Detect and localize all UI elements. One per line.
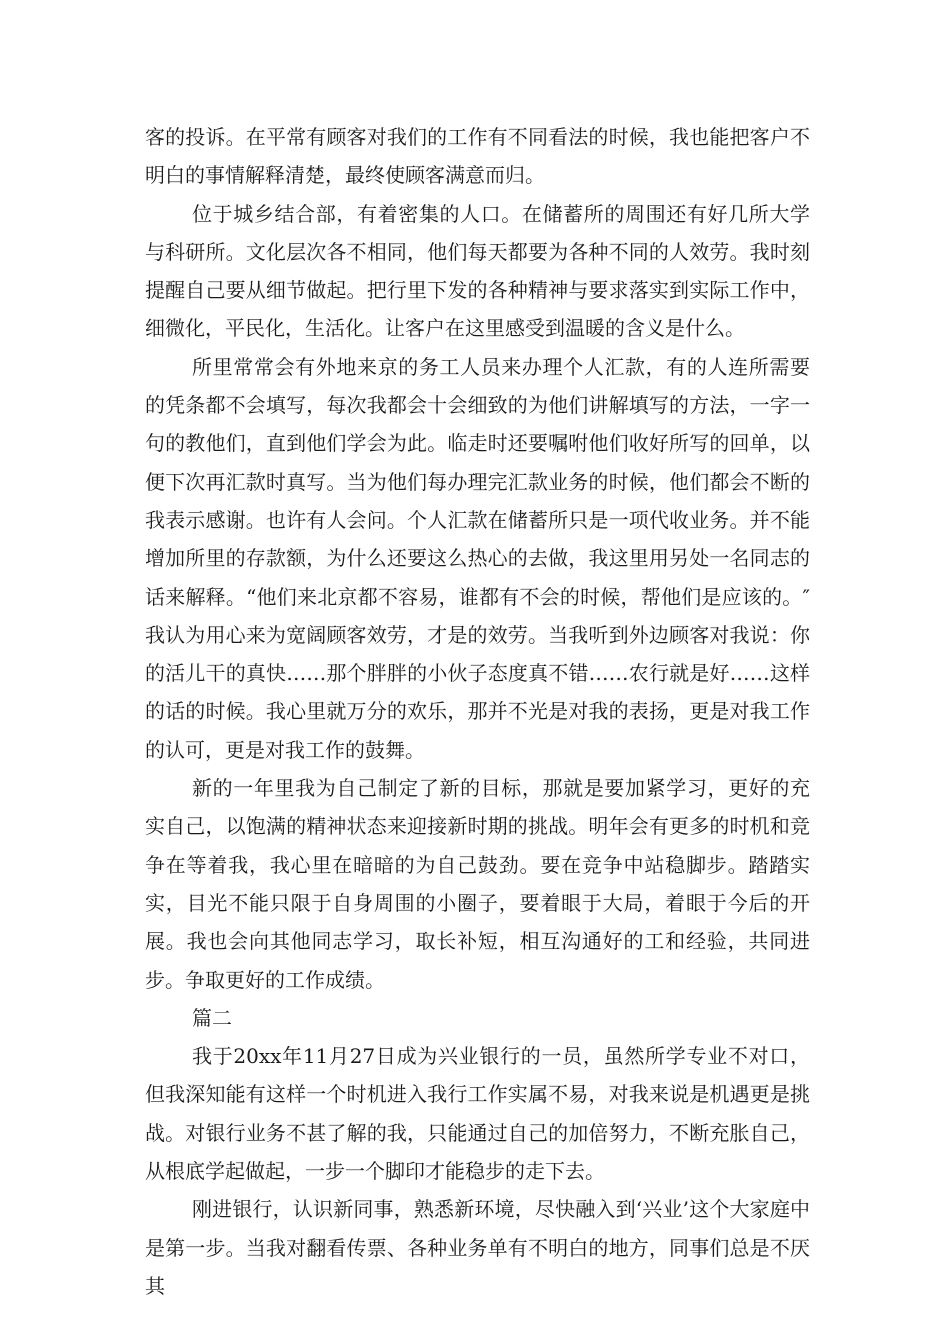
section-heading: 篇二 bbox=[192, 1005, 232, 1030]
paragraph: 位于城乡结合部，有着密集的人口。在储蓄所的周围还有好几所大学与科研所。文化层次各不相同，他们每天都要为各种不同的人效劳。我时刻提醒自己要从细节做起。把行里下发的各种精神与要求落实到实际工作中，细微化，平民化，生活化。让客户在这里感受到温暖的含义是什么。 bbox=[145, 201, 810, 341]
paragraph: 新的一年里我为自己制定了新的目标，那就是要加紧学习，更好的充实自己，以饱满的精神状态来迎接新时期的挑战。明年会有更多的时机和竞争在等着我，我心里在暗暗的为自己鼓劲。要在竞争中站稳脚步。踏踏实实，目光不能只限于自身周围的小圈子，要着眼于大局，着眼于今后的开展。我也会向其他同志学习，取长补短，相互沟通好的工和经验，共同进步。争取更好的工作成绩。 bbox=[145, 776, 810, 992]
document-body bbox=[145, 118, 810, 1305]
paragraph: 我于20xx年11月27日成为兴业银行的一员，虽然所学专业不对口，但我深知能有这样一个时机进入我行工作实属不易，对我来说是机遇更是挑战。对银行业务不甚了解的我，只能通过自己的加倍努力，不断充胀自己，从根底学起做起，一步一个脚印才能稳步的走下去。 bbox=[145, 1044, 810, 1184]
paragraph: 刚进银行，认识新同事，熟悉新环境，尽快融入到‘兴业’这个大家庭中是第一步。当我对翻看传票、各种业务单有不明白的地方，同事们总是不厌其 bbox=[145, 1197, 810, 1298]
paragraph: 所里常常会有外地来京的务工人员来办理个人汇款，有的人连所需要的凭条都不会填写，每次我都会十会细致的为他们讲解填写的方法，一字一句的教他们，直到他们学会为此。临走时还要嘱咐他们收好所写的回单，以便下次再汇款时真写。当为他们每办理完汇款业务的时候，他们都会不断的我表示感谢。也许有人会问。个人汇款在储蓄所只是一项代收业务。并不能增加所里的存款额，为什么还要这么热心的去做，我这里用另处一名同志的话来解释。“他们来北京都不容易，谁都有不会的时候，帮他们是应该的。″我认为用心来为宽阔顾客效劳，才是的效劳。当我听到外边顾客对我说：你的活儿干的真快……那个胖胖的小伙子态度真不错……农行就是好……这样的话的时候。我心里就万分的欢乐，那并不光是对我的表扬，更是对我工作的认可，更是对我工作的鼓舞。 bbox=[145, 354, 810, 762]
paragraph: 客的投诉。在平常有顾客对我们的工作有不同看法的时候，我也能把客户不明白的事情解释清楚，最终使顾客满意而归。 bbox=[145, 125, 810, 188]
